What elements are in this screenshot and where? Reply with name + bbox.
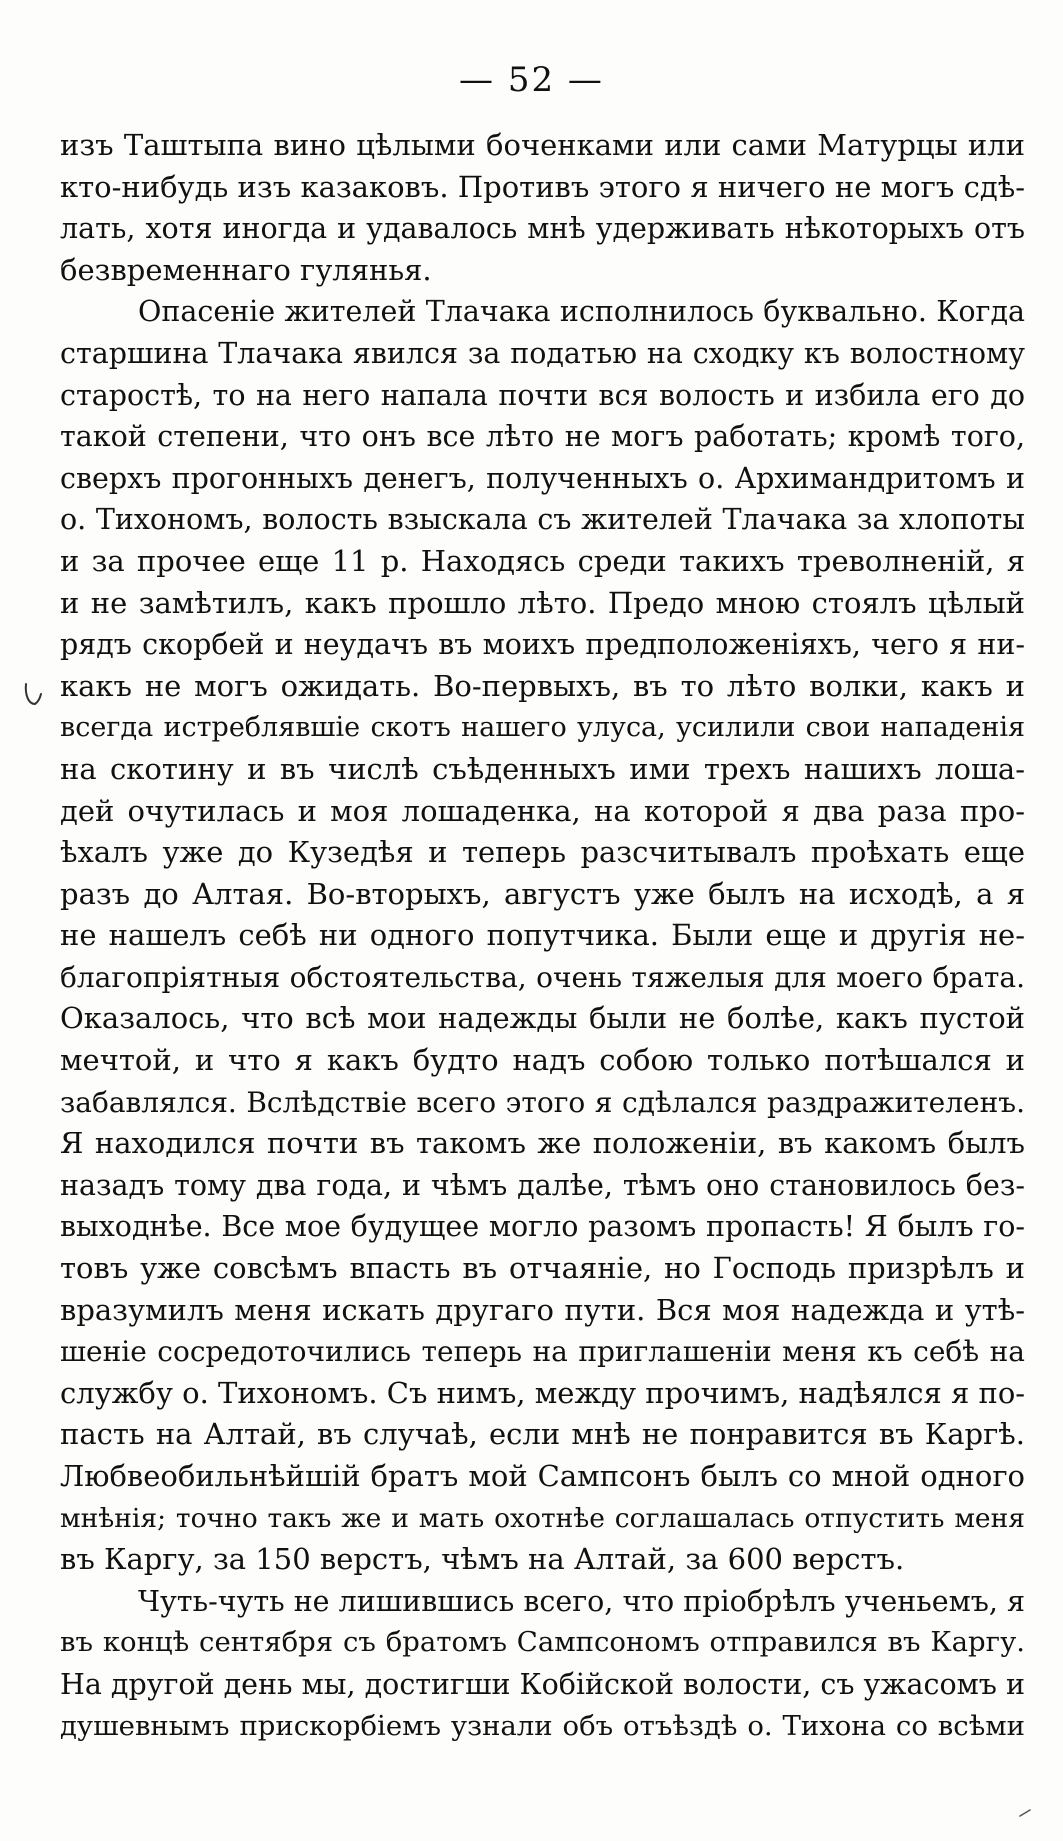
text-line: такой степени, что онъ все лѣто не могъ работать; кромѣ того, [60, 420, 1025, 454]
text-line: Чуть-чуть не лишившись всего, что пріобрѣлъ ученьемъ, я [138, 1584, 1025, 1618]
text-line: въ Каргу, за 150 верстъ, чѣмъ на Алтай, за 600 верстъ. [60, 1542, 905, 1577]
text-line: всегда истреблявшіе скотъ нашего улуса, усилили свои нападенія [60, 712, 1025, 744]
text-line: на скотину и въ числѣ съѣденныхъ ими трехъ нашихъ лоша- [60, 751, 1025, 786]
text-line: безвременнаго гулянья. [60, 252, 432, 287]
text-line: ѣхалъ уже до Кузедѣя и теперь разсчитывалъ проѣхать еще [60, 835, 1025, 870]
text-line: и за прочее еще 11 р. Находясь среди такихъ треволненій, я [60, 543, 1025, 578]
text-line: дей очутилась и моя лошаденка, на которой я два раза про- [60, 793, 1025, 828]
text-line: мечтой, и что я какъ будто надъ собою только потѣшался и [60, 1043, 1025, 1078]
page-number: — 52 — [459, 60, 604, 100]
paragraph [60, 125, 1025, 291]
text-line: вразумилъ меня искать другаго пути. Вся моя надежда и утѣ- [60, 1292, 1025, 1327]
text-line: Я находился почти въ такомъ же положеніи, въ какомъ былъ [60, 1126, 1025, 1161]
text-line: назадъ тому два года, и чѣмъ далѣе, тѣмъ оно становилось без- [60, 1168, 1025, 1202]
text-line: старостѣ, то на него напала почти вся волость и избила его до [60, 378, 1025, 412]
text-line: душевнымъ прискорбіемъ узнали объ отъѣздѣ о. Тихона со всѣми [60, 1709, 1025, 1742]
text-line: забавлялся. Вслѣдствіе всего этого я сдѣлался раздражителенъ. [60, 1085, 1025, 1119]
text-line: сверхъ прогонныхъ денегъ, полученныхъ о. Архимандритомъ и [60, 461, 1025, 495]
text-line: товъ уже совсѣмъ впасть въ отчаяніе, но Господь призрѣлъ и [60, 1251, 1025, 1286]
text-line: Опасеніе жителей Тлачака исполнилось буквально. Когда [138, 295, 1025, 329]
text-line: кто-нибудь изъ казаковъ. Противъ этого я ничего не могъ сдѣ- [60, 169, 1025, 204]
text-line: въ концѣ сентября съ братомъ Сампсономъ отправился въ Каргу. [60, 1626, 1025, 1659]
text-line: благопріятныя обстоятельства, очень тяжелыя для моего брата. [60, 960, 1025, 994]
text-line: пасть на Алтай, въ случаѣ, если мнѣ не понравится въ Каргѣ. [60, 1417, 1025, 1452]
text-line: разъ до Алтая. Во-вторыхъ, августъ уже былъ на исходѣ, а я [60, 876, 1025, 911]
text-line: рядъ скорбей и неудачъ въ моихъ предположеніяхъ, чего я ни- [60, 628, 1025, 662]
corner-speck-icon [1018, 1808, 1032, 1818]
text-line: выходнѣе. Все мое будущее могло разомъ пропасть! Я былъ го- [60, 1210, 1025, 1244]
text-line: изъ Таштыпа вино цѣлыми боченками или сами Матурцы или [60, 128, 1025, 162]
text-line: шеніе сосредоточились теперь на приглашеніи меня къ себѣ на [60, 1335, 1025, 1369]
text-line: службу о. Тихономъ. Съ нимъ, между прочимъ, надѣялся я по- [60, 1375, 1026, 1410]
text-line: лать, хотя иногда и удавалось мнѣ удерживать нѣкоторыхъ отъ [60, 212, 1025, 246]
text-line: о. Тихономъ, волость взыскала съ жителей Тлачака за хлопоты [60, 503, 1025, 537]
text-line: Любвеобильнѣйшій братъ мой Сампсонъ былъ со мной одного [60, 1459, 1025, 1493]
text-line: мнѣнія; точно такъ же и мать охотнѣе соглашалась отпустить меня [60, 1502, 1025, 1534]
paragraph [60, 1581, 1025, 1747]
pencil-margin-mark-icon [22, 680, 44, 710]
text-line: старшина Тлачака явился за податью на сходку къ волостному [60, 336, 1025, 370]
text-line: Оказалось, что всѣ мои надежды были не болѣе, какъ пустой [60, 1001, 1025, 1036]
text-line: какъ не могъ ожидать. Во-первыхъ, въ то лѣто волки, какъ и [60, 668, 1025, 703]
text-line: На другой день мы, достигши Кобійской волости, съ ужасомъ и [60, 1667, 1025, 1701]
text-line: и не замѣтилъ, какъ прошло лѣто. Предо мною стоялъ цѣлый [60, 585, 1025, 620]
body-text [60, 125, 1025, 1747]
paragraph [60, 291, 1025, 1580]
text-line: не нашелъ себѣ ни одного попутчика. Были еще и другія не- [60, 918, 1025, 953]
